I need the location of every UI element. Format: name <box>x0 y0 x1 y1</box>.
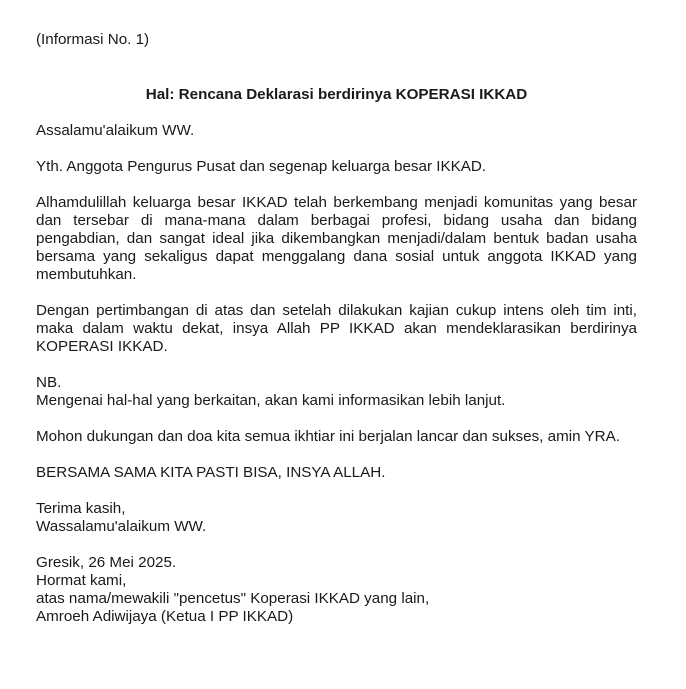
letter-document <box>36 31 637 626</box>
motto: BERSAMA SAMA KITA PASTI BISA, INSYA ALLAH. <box>36 464 386 481</box>
paragraph-1: Alhamdulillah keluarga besar IKKAD telah berkembang menjadi komunitas yang besar dan tersebar di mana-mana dalam berbagai profesi, bidang usaha dan bidang pengabdian, dan sangat ideal jika dikembangkan menjadi/dalam bentuk badan usaha bersama yang sekaligus dapat menggalang dana sosial untuk anggota IKKAD yang membutuhkan. <box>36 194 637 283</box>
greeting: Assalamu'alaikum WW. <box>36 122 195 139</box>
info-number: (Informasi No. 1) <box>36 31 150 48</box>
closing-salam: Wassalamu'alaikum WW. <box>36 518 207 535</box>
signatory: Amroeh Adiwijaya (Ketua I PP IKKAD) <box>36 608 294 625</box>
regards: Hormat kami, <box>36 572 127 589</box>
on-behalf: atas nama/mewakili "pencetus" Koperasi IKKAD yang lain, <box>36 590 430 607</box>
closing-thanks: Terima kasih, <box>36 500 126 517</box>
letter-subject: Hal: Rencana Deklarasi berdirinya KOPERASI IKKAD <box>145 86 528 103</box>
recipient: Yth. Anggota Pengurus Pusat dan segenap keluarga besar IKKAD. <box>36 158 487 175</box>
nb-text: Mengenai hal-hal yang berkaitan, akan kami informasikan lebih lanjut. <box>36 392 506 409</box>
place-date: Gresik, 26 Mei 2025. <box>36 554 177 571</box>
nb-label: NB. <box>36 374 62 391</box>
paragraph-2: Dengan pertimbangan di atas dan setelah dilakukan kajian cukup intens oleh tim inti, maka dalam waktu dekat, insya Allah PP IKKAD akan mendeklarasikan berdirinya KOPERASI IKKAD. <box>36 302 637 355</box>
paragraph-3: Mohon dukungan dan doa kita semua ikhtiar ini berjalan lancar dan sukses, amin YRA. <box>36 428 620 445</box>
